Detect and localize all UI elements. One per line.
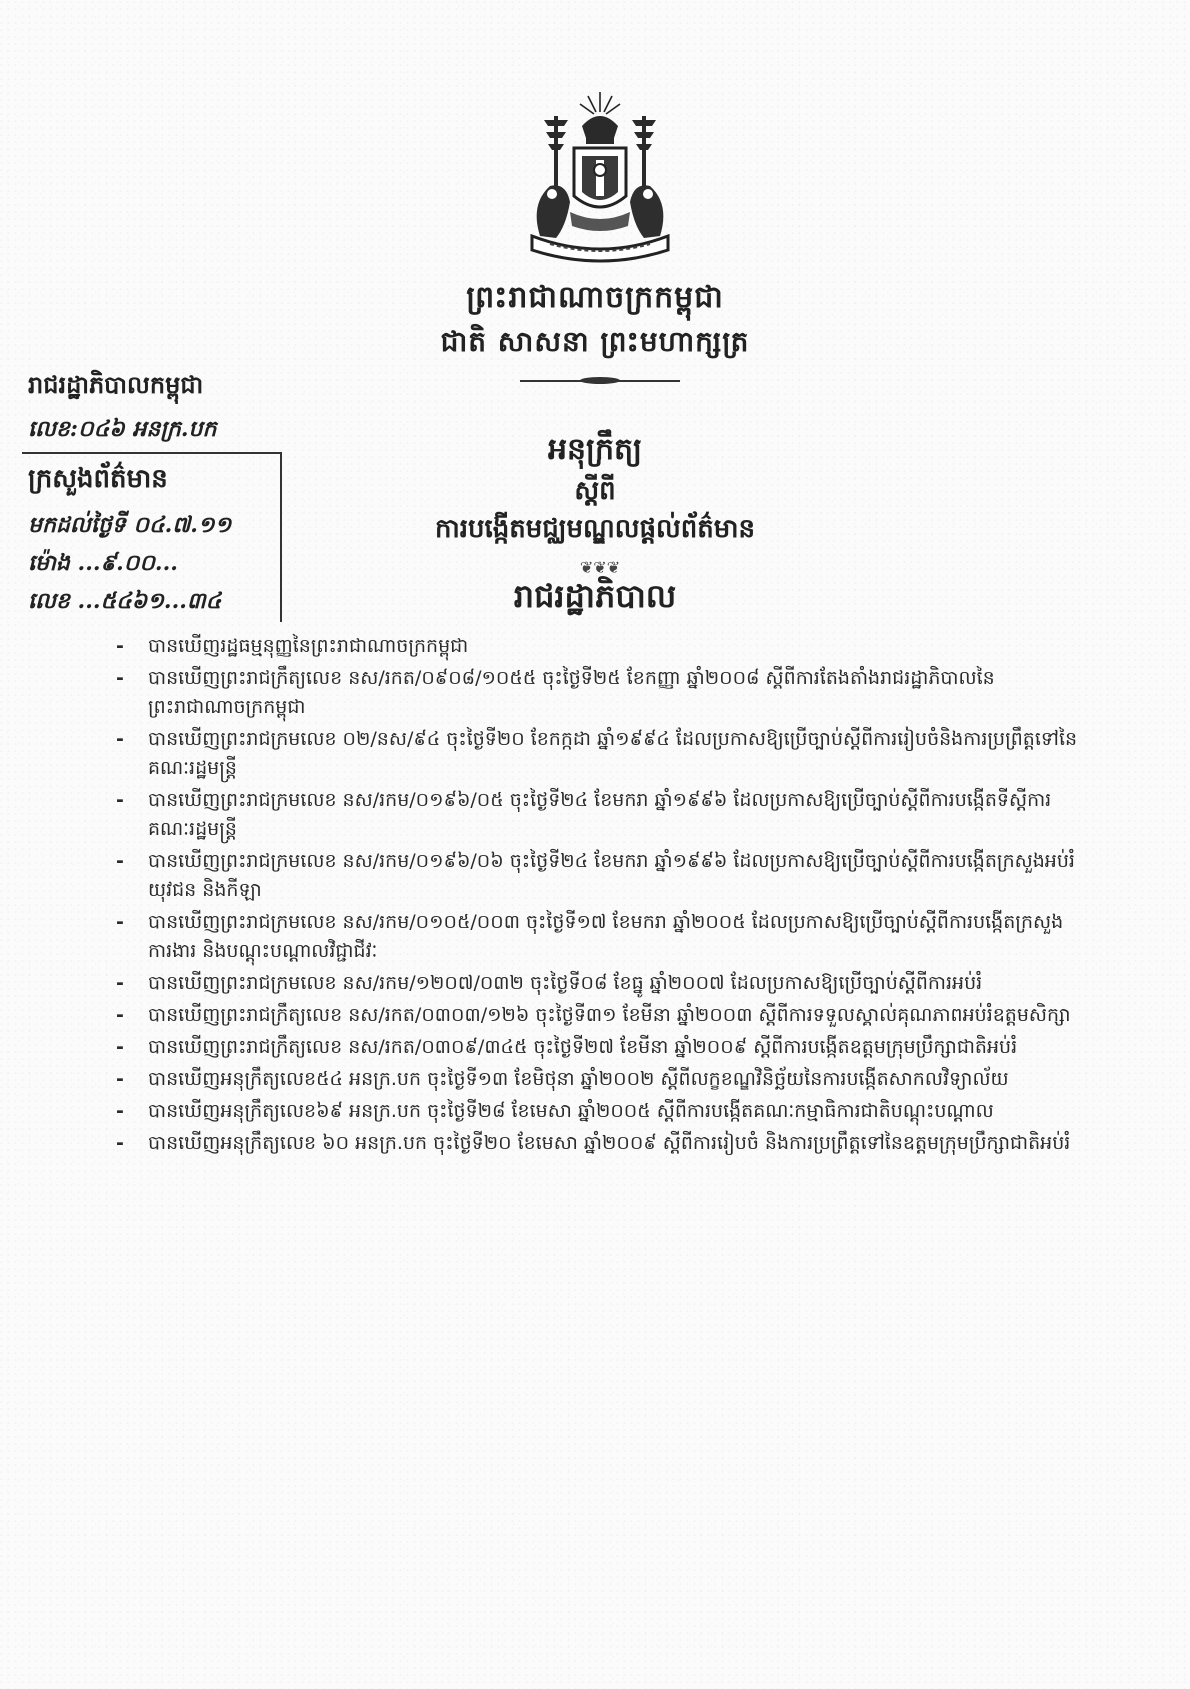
preamble-text: បានឃើញព្រះរាជក្រមលេខ ០២/នស/៩៤ ចុះថ្ងៃទី២០ ខែកក្កដា ឆ្នាំ១៩៩៤ ដែលប្រកាសឱ្យប្រើច្បាប់ស្តីពីការរៀបចំនិងការប្រព្រឹត្តទៅនៃគណៈរដ្ឋមន្ត្រី (148, 728, 1078, 779)
preamble-text: បានឃើញព្រះរាជក្រមលេខ នស/រកម/១២០៧/០៣២ ចុះថ្ងៃទី០៨ ខែធ្នូ ឆ្នាំ២០០៧ ដែលប្រកាសឱ្យប្រើច្បាប់ស្តីពីការអប់រំ (148, 972, 983, 994)
preamble-text: បានឃើញព្រះរាជក្រឹត្យលេខ នស/រកត/០៩០៨/១០៥៥ ចុះថ្ងៃទី២៥ ខែកញ្ញា ឆ្នាំ២០០៨ ស្តីពីការតែងតាំងរាជរដ្ឋាភិបាលនៃព្រះរាជាណាចក្រកម្ពុជា (148, 667, 995, 718)
preamble-text: បានឃើញអនុក្រឹត្យលេខ៥៤ អនក្រ.បក ចុះថ្ងៃទី១៣ ខែមិថុនា ឆ្នាំ២០០២ ស្តីពីលក្ខខណ្ឌវិនិច្ឆ័យនៃការបង្កើតសាកលវិទ្យាល័យ (148, 1068, 1009, 1090)
list-item (112, 908, 1092, 966)
bullet-dash-icon: - (116, 850, 124, 872)
bullet-dash-icon: - (116, 972, 124, 994)
preamble-list (112, 632, 1092, 1161)
bullet-dash-icon: - (116, 1036, 124, 1058)
preamble-text: បានឃើញរដ្ឋធម្មនុញ្ញនៃព្រះរាជាណាចក្រកម្ពុជា (148, 635, 469, 657)
stamp-number: លេខ ...៥៤៦១...៣៤ (28, 588, 222, 614)
list-item (112, 1001, 1092, 1030)
preamble-text: បានឃើញព្រះរាជក្រឹត្យលេខ នស/រកត/០៣០៩/៣៤៥ ចុះថ្ងៃទី២៧ ខែមីនា ឆ្នាំ២០០៩ ស្តីពីការបង្កើតឧត្តមក្រុមប្រឹក្សាជាតិអប់រំ (148, 1036, 1018, 1058)
header-divider (520, 380, 680, 382)
list-item (112, 1065, 1092, 1094)
subject-label: ស្តីពី (574, 476, 616, 506)
title-ornament: ❦❦❦ (579, 558, 621, 577)
bullet-dash-icon: - (116, 635, 124, 657)
stamp-time: ម៉ោង ...៩.០០... (28, 550, 178, 576)
bullet-dash-icon: - (116, 1068, 124, 1090)
document-subject: ការបង្កើតមជ្ឈមណ្ឌលផ្តល់ព័ត៌មាន (434, 514, 756, 544)
list-item (112, 664, 1092, 722)
preamble-text: បានឃើញព្រះរាជក្រឹត្យលេខ នស/រកត/០៣០៣/១២៦ ចុះថ្ងៃទី៣១ ខែមីនា ឆ្នាំ២០០៣ ស្តីពីការទទួលស្គាល់គុណភាពអប់រំឧត្តមសិក្សា (148, 1004, 1071, 1026)
preamble-text: បានឃើញព្រះរាជក្រមលេខ នស/រកម/០១៩៦/០៥ ចុះថ្ងៃទី២៤ ខែមករា ឆ្នាំ១៩៩៦ ដែលប្រកាសឱ្យប្រើច្បាប់ស្តីពីការបង្កើតទីស្តីការគណៈរដ្ឋមន្ត្រី (148, 789, 1052, 840)
preamble-text: បានឃើញព្រះរាជក្រមលេខ នស/រកម/០១៩៦/០៦ ចុះថ្ងៃទី២៤ ខែមករា ឆ្នាំ១៩៩៦ ដែលប្រកាសឱ្យប្រើច្បាប់ស្តីពីការបង្កើតក្រសួងអប់រំ យុវជន និងកីឡា (148, 850, 1075, 901)
preamble-text: បានឃើញអនុក្រឹត្យលេខ ៦០ អនក្រ.បក ចុះថ្ងៃទី២០ ខែមេសា ឆ្នាំ២០០៩ ស្តីពីការរៀបចំ និងការប្រព្រឹត្តទៅនៃឧត្តមក្រុមប្រឹក្សាជាតិអប់រំ (148, 1132, 1071, 1154)
government-name: រាជរដ្ឋាភិបាលកម្ពុជា (28, 371, 204, 399)
document-type: អនុក្រឹត្យ (547, 432, 643, 467)
national-motto: ជាតិ សាសនា ព្រះមហាក្សត្រ (440, 325, 750, 358)
preamble-text: បានឃើញព្រះរាជក្រមលេខ នស/រកម/០១០៥/០០៣ ចុះថ្ងៃទី១៧ ខែមករា ឆ្នាំ២០០៥ ដែលប្រកាសឱ្យប្រើច្បាប់ស្តីពីការបង្កើតក្រសួងការងារ និងបណ្តុះបណ្តាលវិជ្ជាជីវៈ (148, 911, 1064, 962)
bullet-dash-icon: - (116, 667, 124, 689)
bullet-dash-icon: - (116, 789, 124, 811)
list-item (112, 1033, 1092, 1062)
stamp-title: ក្រសួងព័ត៌មាន (28, 464, 168, 494)
bullet-dash-icon: - (116, 728, 124, 750)
list-item (112, 786, 1092, 844)
bullet-dash-icon: - (116, 911, 124, 933)
list-item (112, 725, 1092, 783)
preamble-text: បានឃើញអនុក្រឹត្យលេខ៦៩ អនក្រ.បក ចុះថ្ងៃទី២៨ ខែមេសា ឆ្នាំ២០០៥ ស្តីពីការបង្កើតគណៈកម្មាធិការជាតិបណ្តុះបណ្តាល (148, 1100, 994, 1122)
royal-coat-of-arms-emblem (510, 86, 690, 266)
list-item (112, 632, 1092, 661)
kingdom-title: ព្រះរាជាណាចក្រកម្ពុជា (466, 280, 724, 315)
bullet-dash-icon: - (116, 1132, 124, 1154)
list-item (112, 1129, 1092, 1158)
reference-number: លេខ:០៤៦ អនក្រ.បក (28, 416, 217, 442)
issuing-authority: រាជរដ្ឋាភិបាល (513, 577, 677, 615)
stamp-received-date: មកដល់ថ្ងៃទី ០៤.៧.១១ (28, 512, 232, 538)
list-item (112, 969, 1092, 998)
list-item (112, 1097, 1092, 1126)
bullet-dash-icon: - (116, 1100, 124, 1122)
list-item (112, 847, 1092, 905)
bullet-dash-icon: - (116, 1004, 124, 1026)
